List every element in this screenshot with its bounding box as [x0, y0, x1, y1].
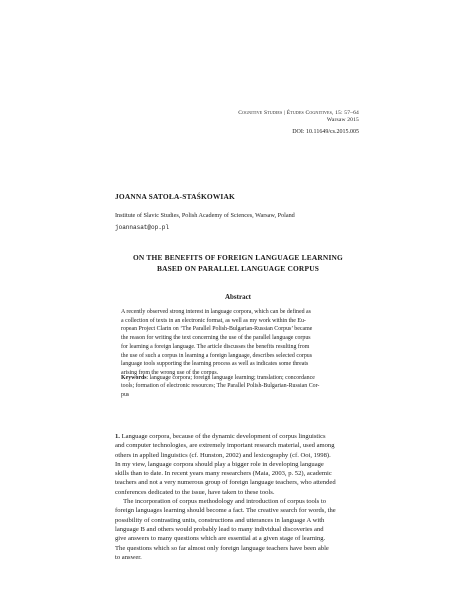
body-line: language B and others would probably lead to many individual discoveries and [115, 525, 324, 533]
abstract-line: the use of such a corpus in learning a foreign language, describes selected corpus [121, 352, 313, 359]
author-name: JOANNA SATOŁA-STAŚKOWIAK [115, 192, 235, 201]
keywords-line: pus [121, 391, 130, 398]
section-number: 1. [115, 433, 120, 440]
body-line: others in applied linguistics (cf. Hunston, 2002) and lexicography (cf. Ooi, 1998). [115, 451, 331, 459]
body-line: In my view, language corpora should play a bigger role in developing language [115, 460, 324, 468]
journal-header [238, 110, 359, 124]
section-1-body [115, 432, 361, 562]
journal-series-line: Cognitive Studies | Études Cognitives, 15: 57–64 [238, 110, 359, 116]
body-line: The incorporation of corpus methodology and introduction of corpus tools to [115, 498, 327, 506]
body-line: conferences dedicated to the issue, have taken to these tools. [115, 488, 275, 496]
paper-title-line-2: BASED ON PARALLEL LANGUAGE CORPUS [156, 264, 320, 273]
abstract-body [121, 308, 357, 378]
body-line: foreign languages learning should become a fact. The creative search for words, the [115, 507, 336, 515]
journal-place-year: Warsaw 2015 [326, 117, 359, 123]
paper-title [115, 252, 361, 274]
body-line: skills than to date. In recent years many researchers (Maia, 2003, p. 52), academic [115, 470, 332, 478]
abstract-line: the reason for writing the text concerning the use of the parallel language corpus [121, 335, 311, 342]
author-email[interactable]: joannasat@op.pl [115, 224, 170, 231]
keywords-line [121, 374, 357, 382]
abstract-line: language tools supporting the learning process as well as indicates some threats [121, 361, 309, 368]
abstract-line: ropean Project Clarin on ‘The Parallel Polish-Bulgarian-Russian Corpus’ became [121, 326, 313, 333]
abstract-line: a collection of texts in an electronic format, as well as my work within the Eu- [121, 317, 306, 324]
body-line [115, 432, 361, 441]
doi-link[interactable]: DOI: 10.11649/cs.2015.005 [292, 129, 359, 135]
keywords-line: tools; formation of electronic resources; The Parallel Polish-Bulgarian-Russian Cor- [121, 383, 320, 390]
body-line: The questions which so far almost only foreign language teachers have been able [115, 544, 329, 552]
keywords-text: : language corpora; foreign language learning; translation; concordance [146, 375, 315, 381]
keywords-block [121, 374, 357, 399]
abstract-heading: Abstract [224, 293, 252, 301]
paper-title-line-1: ON THE BENEFITS OF FOREIGN LANGUAGE LEARNING [132, 253, 344, 262]
abstract-line: A recently observed strong interest in language corpora, which can be defined as [121, 309, 311, 315]
body-line: teachers and not a very numerous group of foreign language teachers, who attended [115, 479, 336, 487]
author-affiliation: Institute of Slavic Studies, Polish Academy of Sciences, Warsaw, Poland [115, 212, 295, 219]
abstract-line: for learning a foreign language. The article discusses the benefits resulting from [121, 343, 310, 350]
body-line: possibility of contrasting units, constructions and utterances in language A with [115, 516, 325, 524]
body-line: and computer technologies, are extremely important research material, used among [115, 442, 335, 450]
body-line: to answer. [115, 553, 142, 561]
keywords-label: Keywords [121, 375, 147, 381]
body-line: give answers to many questions which are essential at a given stage of learning. [115, 535, 326, 543]
body-first-line-text: Language corpora, because of the dynamic development of corpus linguistics [119, 433, 326, 440]
abstract-line: arising from the wrong use of the corpus. [121, 369, 219, 376]
